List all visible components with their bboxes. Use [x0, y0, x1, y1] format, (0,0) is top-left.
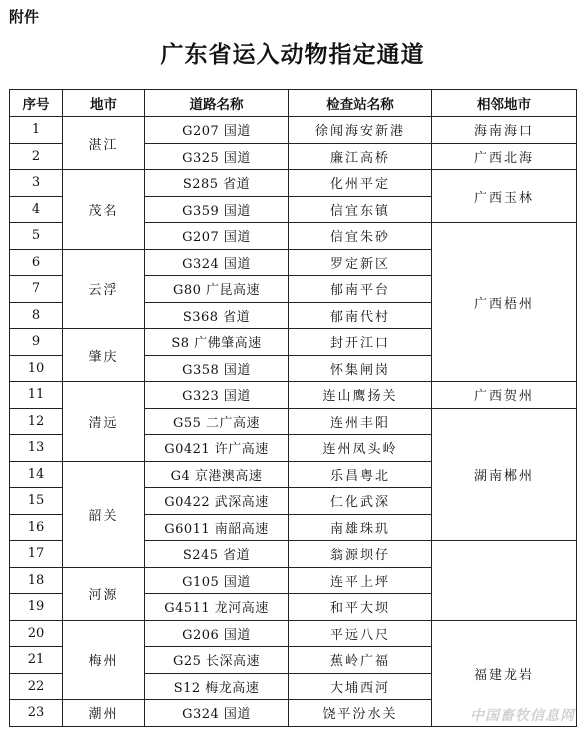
station-cell: 饶平汾水关: [289, 700, 432, 727]
row-number: 3: [10, 170, 63, 197]
row-number: 12: [10, 408, 63, 435]
road-cell: G359 国道: [145, 196, 289, 223]
station-cell: 乐昌粤北: [289, 461, 432, 488]
row-number: 16: [10, 514, 63, 541]
neighbor-cell: 湖南郴州: [432, 408, 577, 541]
row-number: 9: [10, 329, 63, 356]
row-number: 22: [10, 673, 63, 700]
table-row: [10, 620, 577, 647]
row-number: 18: [10, 567, 63, 594]
row-number: 15: [10, 488, 63, 515]
station-cell: 信宜东镇: [289, 196, 432, 223]
row-number: 4: [10, 196, 63, 223]
row-number: 23: [10, 700, 63, 727]
road-cell: G323 国道: [145, 382, 289, 409]
row-number: 7: [10, 276, 63, 303]
row-number: 11: [10, 382, 63, 409]
col-header-neighbor: 相邻地市: [432, 90, 577, 117]
station-cell: 连州凤头岭: [289, 435, 432, 462]
neighbor-cell: 广西北海: [432, 143, 577, 170]
road-cell: G4 京港澳高速: [145, 461, 289, 488]
neighbor-cell: 广西玉林: [432, 170, 577, 223]
road-cell: S245 省道: [145, 541, 289, 568]
road-cell: G0422 武深高速: [145, 488, 289, 515]
station-cell: 连平上坪: [289, 567, 432, 594]
row-number: 10: [10, 355, 63, 382]
station-cell: 郁南代村: [289, 302, 432, 329]
road-cell: G325 国道: [145, 143, 289, 170]
neighbor-cell: 广西贺州: [432, 382, 577, 409]
road-cell: S285 省道: [145, 170, 289, 197]
road-cell: S8 广佛肇高速: [145, 329, 289, 356]
station-cell: 和平大坝: [289, 594, 432, 621]
col-header-no: 序号: [10, 90, 63, 117]
road-cell: G55 二广高速: [145, 408, 289, 435]
city-cell: 潮州: [63, 700, 145, 727]
row-number: 5: [10, 223, 63, 250]
station-cell: 连州丰阳: [289, 408, 432, 435]
row-number: 13: [10, 435, 63, 462]
row-number: 19: [10, 594, 63, 621]
table-row: [10, 382, 577, 409]
road-cell: G324 国道: [145, 249, 289, 276]
road-cell: G80 广昆高速: [145, 276, 289, 303]
page-title: 广东省运入动物指定通道: [160, 41, 425, 68]
table-row: [10, 567, 577, 594]
road-cell: G358 国道: [145, 355, 289, 382]
station-cell: 罗定新区: [289, 249, 432, 276]
city-cell: 肇庆: [63, 329, 145, 382]
col-header-city: 地市: [63, 90, 145, 117]
row-number: 20: [10, 620, 63, 647]
station-cell: 蕉岭广福: [289, 647, 432, 674]
city-cell: 云浮: [63, 249, 145, 329]
station-cell: 仁化武深: [289, 488, 432, 515]
station-cell: 廉江高桥: [289, 143, 432, 170]
row-number: 21: [10, 647, 63, 674]
road-cell: S368 省道: [145, 302, 289, 329]
channel-table: [9, 89, 577, 727]
station-cell: 信宜朱砂: [289, 223, 432, 250]
road-cell: G206 国道: [145, 620, 289, 647]
road-cell: G105 国道: [145, 567, 289, 594]
row-number: 8: [10, 302, 63, 329]
station-cell: 翁源坝仔: [289, 541, 432, 568]
neighbor-cell: 福建龙岩: [432, 620, 577, 726]
road-cell: G0421 许广高速: [145, 435, 289, 462]
road-cell: S12 梅龙高速: [145, 673, 289, 700]
neighbor-cell: 广西梧州: [432, 223, 577, 382]
neighbor-cell: 海南海口: [432, 117, 577, 144]
city-cell: 茂名: [63, 170, 145, 250]
row-number: 1: [10, 117, 63, 144]
road-cell: G207 国道: [145, 223, 289, 250]
road-cell: G207 国道: [145, 117, 289, 144]
city-cell: 梅州: [63, 620, 145, 700]
road-cell: G4511 龙河高速: [145, 594, 289, 621]
attachment-label: 附件: [9, 8, 40, 26]
table-row: [10, 170, 577, 197]
row-number: 14: [10, 461, 63, 488]
table-row: [10, 117, 577, 144]
station-cell: 徐闻海安新港: [289, 117, 432, 144]
station-cell: 连山鹰扬关: [289, 382, 432, 409]
station-cell: 大埔西河: [289, 673, 432, 700]
row-number: 6: [10, 249, 63, 276]
road-cell: G25 长深高速: [145, 647, 289, 674]
station-cell: 怀集闸岗: [289, 355, 432, 382]
station-cell: 平远八尺: [289, 620, 432, 647]
row-number: 17: [10, 541, 63, 568]
city-cell: 清远: [63, 382, 145, 462]
city-cell: 河源: [63, 567, 145, 620]
city-cell: 韶关: [63, 461, 145, 567]
col-header-road: 道路名称: [145, 90, 289, 117]
city-cell: 湛江: [63, 117, 145, 170]
station-cell: 南雄珠玑: [289, 514, 432, 541]
site-watermark: 中国畜牧信息网: [470, 708, 575, 724]
row-number: 2: [10, 143, 63, 170]
road-cell: G6011 南韶高速: [145, 514, 289, 541]
col-header-station: 检查站名称: [289, 90, 432, 117]
road-cell: G324 国道: [145, 700, 289, 727]
station-cell: 郁南平台: [289, 276, 432, 303]
table-header-row: [10, 90, 577, 117]
station-cell: 化州平定: [289, 170, 432, 197]
station-cell: 封开江口: [289, 329, 432, 356]
